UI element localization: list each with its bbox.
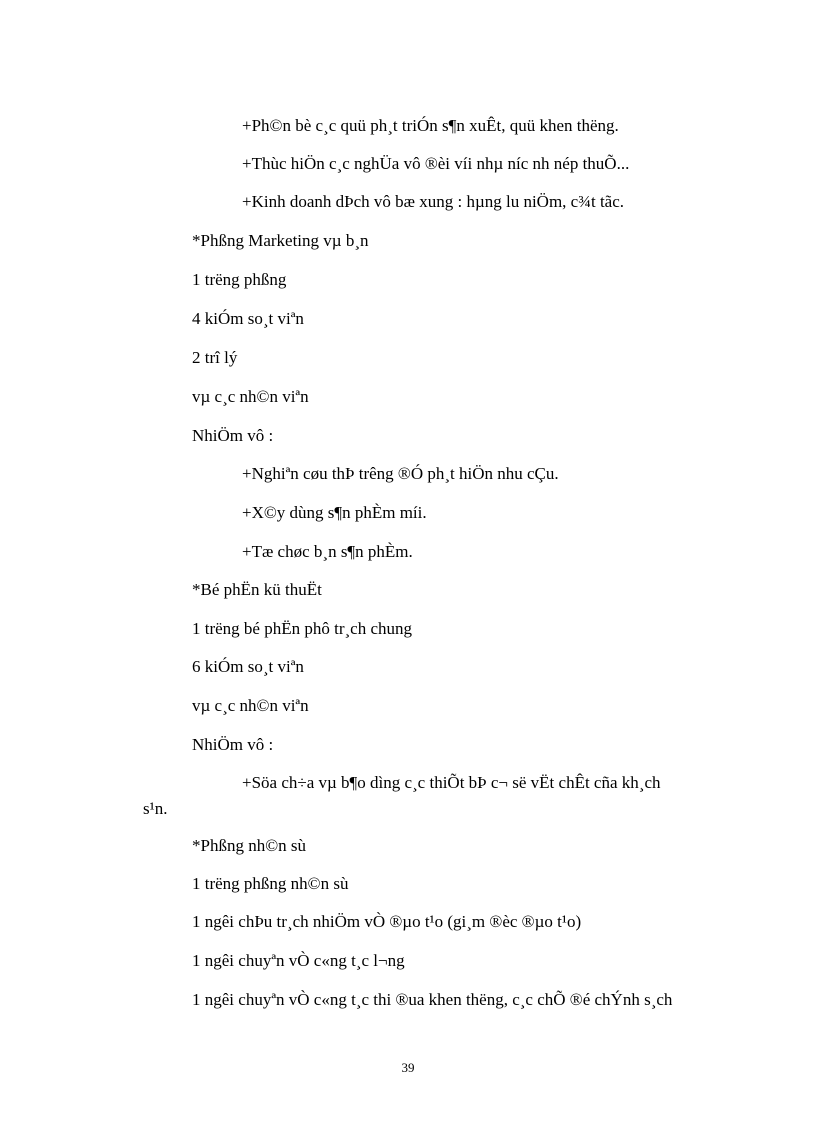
paragraph-line: 1 trëng bé phËn phô tr¸ch chung [192, 619, 412, 638]
page-number: 39 [401, 1060, 415, 1075]
paragraph-line: +Ph©n bè c¸c quü ph¸t triÓn s¶n xuÊt, quü khen thëng. [242, 116, 619, 135]
paragraph-line: +Kinh doanh dÞch vô bæ xung : hµng lu niÖm, c¾t tãc. [242, 192, 625, 211]
paragraph-line: 6 kiÓm so¸t viªn [192, 657, 304, 676]
paragraph-line: 2 trî lý [192, 348, 238, 367]
section-heading: *Bé phËn kü thuËt [192, 580, 322, 599]
paragraph-line: 1 trëng phßng nh©n sù [192, 874, 349, 893]
paragraph-line: 1 trëng phßng [192, 270, 287, 289]
paragraph-line: +Thùc hiÖn c¸c nghÜa vô ®èi víi nhµ níc nh nép thuÕ... [242, 154, 630, 173]
paragraph-line: NhiÖm vô : [192, 735, 274, 754]
paragraph-line: +Tæ chøc b¸n s¶n phÈm. [242, 542, 413, 561]
section-heading: *Phßng nh©n sù [192, 836, 306, 855]
paragraph-line: 4 kiÓm so¸t viªn [192, 309, 304, 328]
paragraph-line: +X©y dùng s¶n phÈm míi. [242, 503, 427, 522]
paragraph-line: +Söa ch÷a vµ b¶o dìng c¸c thiÕt bÞ c¬ së vËt chÊt cña kh¸ch [242, 773, 661, 792]
paragraph-line: +Nghiªn cøu thÞ trêng ®Ó ph¸t hiÖn nhu cÇu. [242, 464, 559, 483]
paragraph-line: vµ c¸c nh©n viªn [192, 387, 309, 406]
section-heading: *Phßng Marketing vµ b¸n [192, 231, 369, 250]
paragraph-line: s¹n. [143, 799, 168, 818]
paragraph-line: 1 ngêi chÞu tr¸ch nhiÖm vÒ ®µo t¹o (gi¸m ®èc ®µo t¹o) [192, 912, 582, 931]
paragraph-line: 1 ngêi chuyªn vÒ c«ng t¸c l¬ng [192, 951, 405, 970]
paragraph-line: vµ c¸c nh©n viªn [192, 696, 309, 715]
paragraph-line: NhiÖm vô : [192, 426, 274, 445]
paragraph-line: 1 ngêi chuyªn vÒ c«ng t¸c thi ®ua khen thëng, c¸c chÕ ®é chÝnh s¸ch [192, 990, 673, 1009]
